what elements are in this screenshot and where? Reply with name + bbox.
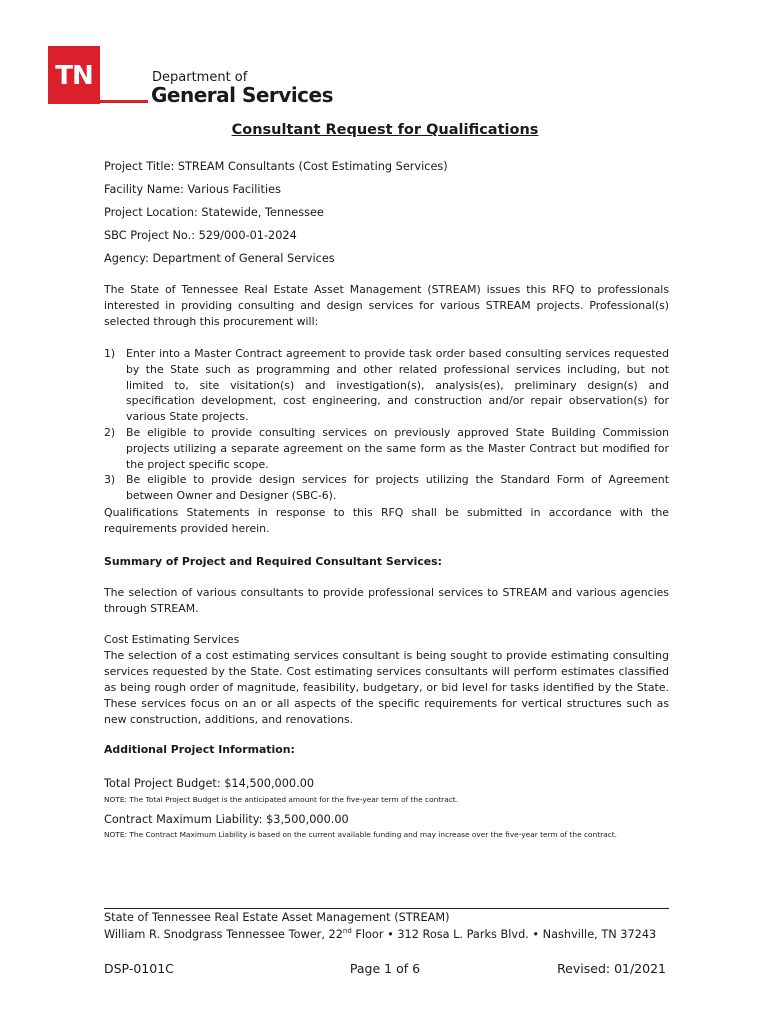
- form-id: DSP-0101C: [104, 961, 174, 976]
- list-item-text: Be eligible to provide consulting services on previously approved State Building Commission projects utilizing a separate agreement on the same form as the Master Contract but modified for the project specific scope.: [126, 425, 669, 471]
- page-number: Page 1 of 6: [349, 961, 421, 976]
- footer-address: [104, 927, 656, 941]
- list-item-number: 3): [104, 473, 116, 487]
- list-item-number: 1): [104, 347, 116, 360]
- field-facility-name: Facility Name: Various Facilities: [104, 183, 281, 196]
- budget-note: NOTE: The Total Project Budget is the anticipated amount for the five-year term of the contract.: [104, 795, 459, 804]
- list-item: [104, 346, 669, 425]
- summary-heading: Summary of Project and Required Consultant Services:: [104, 555, 443, 568]
- cost-estimating-paragraph: The selection of a cost estimating services consultant is being sought to provide estimating consulting services requested by the State. Cost estimating services consultants will perform estimates classified as being rough order of magnitude, feasibility, budgetary, or bid level for tasks identified by the State. These services focus on an or all aspects of the specific requirements for vertical structures such as new construction, additions, and renovations.: [104, 649, 669, 726]
- footer-divider: [104, 908, 669, 909]
- field-agency: Agency: Department of General Services: [104, 252, 335, 265]
- footer-org: State of Tennessee Real Estate Asset Management (STREAM): [104, 911, 450, 924]
- cost-estimating-heading: Cost Estimating Services: [104, 633, 240, 646]
- list-item-text: Enter into a Master Contract agreement to provide task order based consulting services requested by the State such as programming and other related professional services including, but not limited to, site visitation(s) and investigation(s), analysis(es), preliminary design(s) and specification development, cost engineering, and construction and/or repair observation(s) for various State projects.: [126, 347, 669, 424]
- revised-date: Revised: 01/2021: [557, 961, 666, 976]
- tn-logo-mark: [48, 46, 100, 104]
- list-item-number: 2): [104, 425, 116, 439]
- total-project-budget: Total Project Budget: $14,500,000.00: [104, 777, 315, 790]
- footer-address-part-b: Floor • 312 Rosa L. Parks Blvd. • Nashville, TN 37243: [351, 927, 657, 941]
- obligations-list: [104, 346, 669, 504]
- list-item-text: Be eligible to provide design services for projects utilizing the Standard Form of Agreement between Owner and Designer (SBC-6).: [126, 473, 669, 503]
- liability-note: NOTE: The Contract Maximum Liability is based on the current available funding and may increase over the five-year term of the contract.: [104, 830, 618, 839]
- document-title: Consultant Request for Qualifications: [231, 122, 539, 138]
- field-sbc-project-no: SBC Project No.: 529/000-01-2024: [104, 229, 297, 242]
- list-item: [104, 472, 669, 504]
- qualifications-paragraph: Qualifications Statements in response to this RFQ shall be submitted in accordance with the requirements provided herein.: [104, 506, 669, 535]
- footer-address-sup: nd: [342, 927, 352, 935]
- additional-info-heading: Additional Project Information:: [104, 743, 295, 756]
- footer-address-part-a: William R. Snodgrass Tennessee Tower, 22: [104, 927, 343, 941]
- tn-logo-text: TN: [55, 61, 93, 91]
- summary-paragraph: The selection of various consultants to provide professional services to STREAM and various agencies through STREAM.: [104, 586, 669, 615]
- intro-paragraph: The State of Tennessee Real Estate Asset Management (STREAM) issues this RFQ to professionals interested in providing consulting and design services for various STREAM projects. Professional(s) selected through this procurement will:: [104, 283, 669, 328]
- field-project-location: Project Location: Statewide, Tennessee: [104, 206, 324, 219]
- dept-prefix: Department of: [152, 70, 248, 85]
- contract-maximum-liability: Contract Maximum Liability: $3,500,000.00: [104, 813, 349, 826]
- logo-underline: [100, 100, 148, 103]
- list-item: [104, 425, 669, 472]
- field-project-title: Project Title: STREAM Consultants (Cost Estimating Services): [104, 160, 448, 173]
- dept-name: General Services: [151, 83, 334, 107]
